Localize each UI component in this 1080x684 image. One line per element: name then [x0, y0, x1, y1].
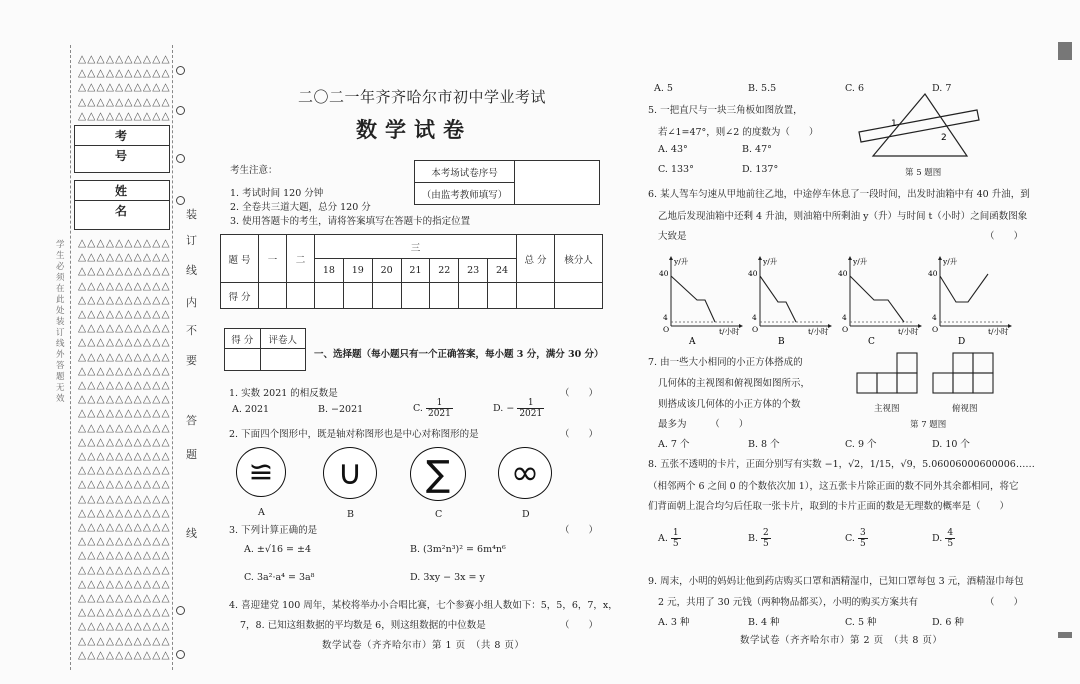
figure-label: A [258, 507, 265, 518]
svg-text:O: O [752, 325, 759, 334]
seat-number-box [414, 160, 600, 205]
question-stem: 7，8. 已知这组数据的平均数是 6，则这组数据的中位数是 [240, 620, 486, 631]
figure-caption: 俯视图 [952, 404, 978, 414]
seal-char: 线 [186, 264, 197, 277]
score-table-qnum: 23 [459, 259, 488, 283]
question-stem: 5. 一把直尺与一块三角板如图放置， [648, 105, 803, 116]
triangle-row: △△△△△△△△△△ [78, 450, 171, 463]
question-stem: 9. 周末，小明的妈妈让他到药店购买口罩和酒精湿巾，已知口罩每包 3 元，酒精湿巾每包 [648, 576, 1024, 587]
binding-hole-icon [176, 606, 185, 615]
svg-text:t/小时: t/小时 [988, 327, 1009, 336]
svg-text:1: 1 [891, 119, 897, 129]
option: B. (3m²n³)² = 6m⁴n⁶ [410, 544, 506, 555]
figure-caption: 主视图 [874, 404, 900, 414]
svg-text:t/小时: t/小时 [898, 327, 919, 336]
triangle-row: △△△△△△△△△△ [78, 109, 171, 122]
triangle-row: △△△△△△△△△△ [78, 364, 171, 377]
triangle-row: △△△△△△△△△△ [78, 336, 171, 349]
triangle-row: △△△△△△△△△△ [78, 563, 171, 576]
option: C. 9 个 [845, 439, 877, 450]
seal-char: 线 [186, 527, 197, 540]
seal-char: 题 [186, 448, 197, 461]
svg-text:4: 4 [663, 313, 668, 322]
svg-text:O: O [932, 325, 939, 334]
score-cell[interactable] [488, 283, 517, 309]
svg-text:4: 4 [842, 313, 847, 322]
score-cell[interactable] [555, 283, 603, 309]
option-label: D. − [493, 403, 515, 414]
option-fraction: A. $\frac{1}{5}$ [658, 528, 679, 549]
seat-number-label: 本考场试卷序号 [415, 161, 515, 183]
question-stem: 几何体的主视图和俯视图如图所示， [658, 378, 811, 389]
triangle-row: △△△△△△△△△△ [78, 379, 171, 392]
triangle-row: △△△△△△△△△△ [78, 435, 171, 448]
option: C. 6 [845, 83, 865, 94]
answer-paren[interactable]: （ ） [560, 429, 599, 440]
svg-text:40: 40 [659, 269, 669, 278]
option: C. 3a²·a⁴ = 3a⁸ [244, 572, 315, 583]
question-stem: 大致是 [658, 231, 687, 242]
svg-text:O: O [663, 325, 670, 334]
svg-text:4: 4 [932, 313, 937, 322]
seat-number-field[interactable] [515, 161, 600, 205]
option: B. 5.5 [748, 83, 777, 94]
union-symbol-icon: ∪ [323, 447, 377, 499]
figure-label: D [522, 509, 530, 520]
seal-char: 内 [186, 296, 197, 309]
score-cell[interactable] [315, 283, 344, 309]
option: A. ±√16 = ±4 [244, 544, 312, 555]
svg-text:40: 40 [838, 269, 848, 278]
svg-text:A: A [689, 337, 696, 347]
notice-item: 3. 使用答题卡的考生，请将答案填写在答题卡的指定位置 [230, 216, 471, 227]
question-stem: 2 元，共用了 30 元钱（两种物品都买），小明的购买方案共有 [658, 597, 918, 608]
question-stem: 7. 由一些大小相同的小正方体搭成的 [648, 357, 803, 368]
svg-text:y/升: y/升 [943, 257, 958, 266]
section-heading: 一、选择题（每小题只有一个正确答案，每小题 3 分，满分 30 分） [314, 349, 604, 360]
option: B. 47° [742, 144, 772, 155]
score-table-header: 核分人 [555, 235, 603, 283]
question-stem: 最多为 （ ） [658, 419, 749, 430]
student-name-label: 姓 名 [75, 181, 169, 201]
option-fraction: C. $\frac{3}{5}$ [845, 528, 866, 549]
front-view-figure [855, 352, 921, 396]
option-fraction: B. $\frac{2}{5}$ [748, 528, 769, 549]
triangle-row: △△△△△△△△△△ [78, 577, 171, 590]
triangle-row: △△△△△△△△△△ [78, 521, 171, 534]
seal-char: 答 [186, 414, 197, 427]
binding-hole-icon [176, 154, 185, 163]
score-table-qnum: 21 [401, 259, 430, 283]
binding-dashed-line-left [70, 45, 71, 670]
option: A. 3 种 [658, 617, 690, 628]
fuel-graph-C [838, 256, 920, 349]
option: A. 7 个 [658, 439, 690, 450]
score-cell[interactable] [459, 283, 488, 309]
triangle-row: △△△△△△△△△△ [78, 648, 171, 661]
answer-paren[interactable]: （ ） [560, 388, 599, 399]
question-stem: 6. 某人驾车匀速从甲地前往乙地，中途停车休息了一段时间，出发时油箱中有 40 升油，到 [648, 189, 1030, 200]
seal-char: 要 [186, 354, 197, 367]
triangle-row: △△△△△△△△△△ [78, 293, 171, 306]
svg-text:B: B [778, 337, 785, 347]
seat-number-sublabel: （由监考教师填写） [415, 183, 515, 205]
fuel-graph-B [748, 256, 830, 349]
triangle-row: △△△△△△△△△△ [78, 95, 171, 108]
question-stem: 1. 实数 2021 的相反数是 [229, 388, 338, 399]
question-stem: 则搭成该几何体的小正方体的个数 [658, 399, 801, 410]
infinity-symbol-icon: ∞ [498, 447, 552, 499]
svg-text:y/升: y/升 [853, 257, 868, 266]
svg-text:C: C [868, 337, 875, 347]
score-table-qnum: 18 [315, 259, 344, 283]
triangle-row: △△△△△△△△△△ [78, 592, 171, 605]
svg-text:40: 40 [748, 269, 758, 278]
triangle-row: △△△△△△△△△△ [78, 251, 171, 264]
sigma-symbol-icon: ∑ [410, 447, 466, 501]
svg-text:4: 4 [752, 313, 757, 322]
triangle-row: △△△△△△△△△△ [78, 279, 171, 292]
svg-text:O: O [842, 325, 849, 334]
score-cell[interactable] [287, 283, 315, 309]
score-table-qnum: 24 [488, 259, 517, 283]
triangle-row: △△△△△△△△△△ [78, 535, 171, 548]
option: B. 4 种 [748, 617, 780, 628]
frac-den: 2021 [519, 409, 543, 419]
triangle-row: △△△△△△△△△△ [78, 265, 171, 278]
notice-item: 2. 全卷共三道大题，总分 120 分 [230, 202, 371, 213]
fuel-graph-A [659, 256, 741, 349]
svg-text:y/升: y/升 [674, 257, 689, 266]
svg-text:2: 2 [941, 133, 947, 143]
grader-reviewer-cell[interactable] [260, 349, 306, 371]
triangle-row: △△△△△△△△△△ [78, 393, 171, 406]
triangle-row: △△△△△△△△△△ [78, 67, 171, 80]
page-footer: 数学试卷（齐齐哈尔市）第 2 页 （共 8 页） [740, 635, 943, 646]
fuel-graph-D [928, 256, 1010, 349]
triangle-row: △△△△△△△△△△ [78, 350, 171, 363]
top-view-figure [931, 352, 997, 396]
answer-paren[interactable]: （ ） [560, 620, 599, 631]
option: D. 6 种 [932, 617, 964, 628]
score-cell[interactable] [343, 283, 372, 309]
score-table-header: 三 [315, 235, 517, 259]
answer-paren[interactable]: （ ） [560, 525, 599, 536]
score-table-qnum: 19 [343, 259, 372, 283]
binding-hole-icon [176, 650, 185, 659]
question-stem: 8. 五张不透明的卡片，正面分别写有实数 −1，√2，1/15，√9，5.06006000600006…… [648, 459, 1035, 470]
option-fraction: D. $\frac{4}{5}$ [932, 528, 954, 549]
score-cell[interactable] [372, 283, 401, 309]
grader-score-cell[interactable] [225, 349, 261, 371]
score-table-qnum: 20 [372, 259, 401, 283]
question-stem: 们背面朝上混合均匀后任取一张卡片，取到的卡片正面的数是无理数的概率是（ ） [648, 501, 1010, 512]
triangle-row: △△△△△△△△△△ [78, 492, 171, 505]
triangle-row: △△△△△△△△△△ [78, 464, 171, 477]
option-fraction [413, 398, 453, 419]
svg-text:y/升: y/升 [763, 257, 778, 266]
exam-title: 二〇二一年齐齐哈尔市初中学业考试 [298, 88, 547, 106]
triangle-row: △△△△△△△△△△ [78, 407, 171, 420]
triangle-row: △△△△△△△△△△ [78, 308, 171, 321]
score-table-qnum: 22 [430, 259, 459, 283]
figure-caption: 第 5 题图 [905, 168, 942, 178]
frac-num: 1 [517, 398, 544, 409]
triangle-row: △△△△△△△△△△ [78, 421, 171, 434]
question-stem: 4. 喜迎建党 100 周年，某校将举办小合唱比赛，七个参赛小组人数如下：5，5，6，7，x， [229, 600, 618, 611]
question-stem: 3. 下列计算正确的是 [229, 525, 318, 536]
option: C. 5 种 [845, 617, 877, 628]
triangle-row: △△△△△△△△△△ [78, 620, 171, 633]
notice-title: 考生注意： [230, 165, 278, 176]
score-table [220, 234, 603, 309]
question-stem: 乙地后发现油箱中还剩 4 升油，则油箱中所剩油 y（升）与时间 t（小时）之间函数图象 [658, 211, 1028, 222]
triangle-row: △△△△△△△△△△ [78, 606, 171, 619]
binding-hole-icon [176, 196, 185, 205]
score-cell[interactable] [401, 283, 430, 309]
student-name-box [74, 180, 170, 230]
exam-id-box [74, 125, 170, 173]
svg-text:D: D [958, 337, 966, 347]
question-stem: （相邻两个 6 之间 0 的个数依次加 1），这五张卡片除正面的数不同外其余都相同，将它 [648, 481, 1019, 492]
triangle-row: △△△△△△△△△△ [78, 549, 171, 562]
triangle-row: △△△△△△△△△△ [78, 81, 171, 94]
ruler-triangle-figure [855, 88, 985, 163]
scrollbar-thumb[interactable] [1058, 42, 1072, 60]
option-fraction [493, 398, 544, 419]
grader-score-label: 得 分 [225, 329, 261, 349]
binding-hole-icon [176, 66, 185, 75]
question-stem: 2. 下面四个图形中，既是轴对称图形也是中心对称图形的是 [229, 429, 479, 440]
scrollbar-mark [1058, 632, 1072, 638]
score-table-header: 题 号 [221, 235, 259, 283]
binding-dashed-line-right [172, 45, 173, 670]
binding-hole-icon [176, 106, 185, 115]
exam-subtitle: 数学试卷 [356, 117, 472, 142]
frac-num: 1 [426, 398, 453, 409]
score-table-header: 一 [259, 235, 287, 283]
triangle-row: △△△△△△△△△△ [78, 634, 171, 647]
score-table-header: 总 分 [517, 235, 555, 283]
option: D. 7 [932, 83, 952, 94]
triangle-row: △△△△△△△△△△ [78, 53, 171, 65]
question-stem: 若∠1=47°，则∠2 的度数为（ ） [658, 127, 819, 138]
score-table-header: 二 [287, 235, 315, 283]
score-cell[interactable] [517, 283, 555, 309]
grader-reviewer-label: 评卷人 [260, 329, 306, 349]
answer-paren[interactable]: （ ） [985, 231, 1024, 242]
option: D. 10 个 [932, 439, 970, 450]
binding-side-note: 学生必须在此处装订线外答题无效 [56, 240, 65, 404]
figure-label: B [347, 509, 354, 520]
grader-box [224, 328, 306, 371]
triangle-row: △△△△△△△△△△ [78, 506, 171, 519]
option: D. 137° [742, 164, 779, 175]
option-label: C. [413, 403, 423, 414]
svg-text:40: 40 [928, 269, 938, 278]
figure-label: C [435, 509, 443, 520]
option: D. 3xy − 3x = y [410, 572, 485, 583]
figure-caption: 第 7 题图 [910, 420, 947, 430]
svg-text:t/小时: t/小时 [719, 327, 740, 336]
notice-item: 1. 考试时间 120 分钟 [230, 188, 324, 199]
triangle-row: △△△△△△△△△△ [78, 478, 171, 491]
seal-char: 订 [186, 234, 197, 247]
score-cell[interactable] [430, 283, 459, 309]
option: A. 5 [654, 83, 673, 94]
congruence-symbol-icon: ≌ [236, 447, 286, 497]
option: A. 43° [658, 144, 688, 155]
seal-char: 不 [186, 324, 197, 337]
exam-id-label: 考 号 [75, 126, 169, 146]
score-row-label: 得 分 [221, 283, 259, 309]
page-footer: 数学试卷（齐齐哈尔市）第 1 页 （共 8 页） [322, 640, 525, 651]
triangle-row: △△△△△△△△△△ [78, 322, 171, 335]
option: B. −2021 [318, 404, 364, 415]
option: A. 2021 [232, 404, 270, 415]
option: B. 8 个 [748, 439, 780, 450]
frac-den: 2021 [427, 409, 451, 419]
answer-paren[interactable]: （ ） [985, 597, 1024, 608]
option: C. 133° [658, 164, 694, 175]
triangle-row: △△△△△△△△△△ [78, 237, 171, 249]
score-cell[interactable] [259, 283, 287, 309]
svg-text:t/小时: t/小时 [808, 327, 829, 336]
seal-char: 装 [186, 208, 197, 221]
